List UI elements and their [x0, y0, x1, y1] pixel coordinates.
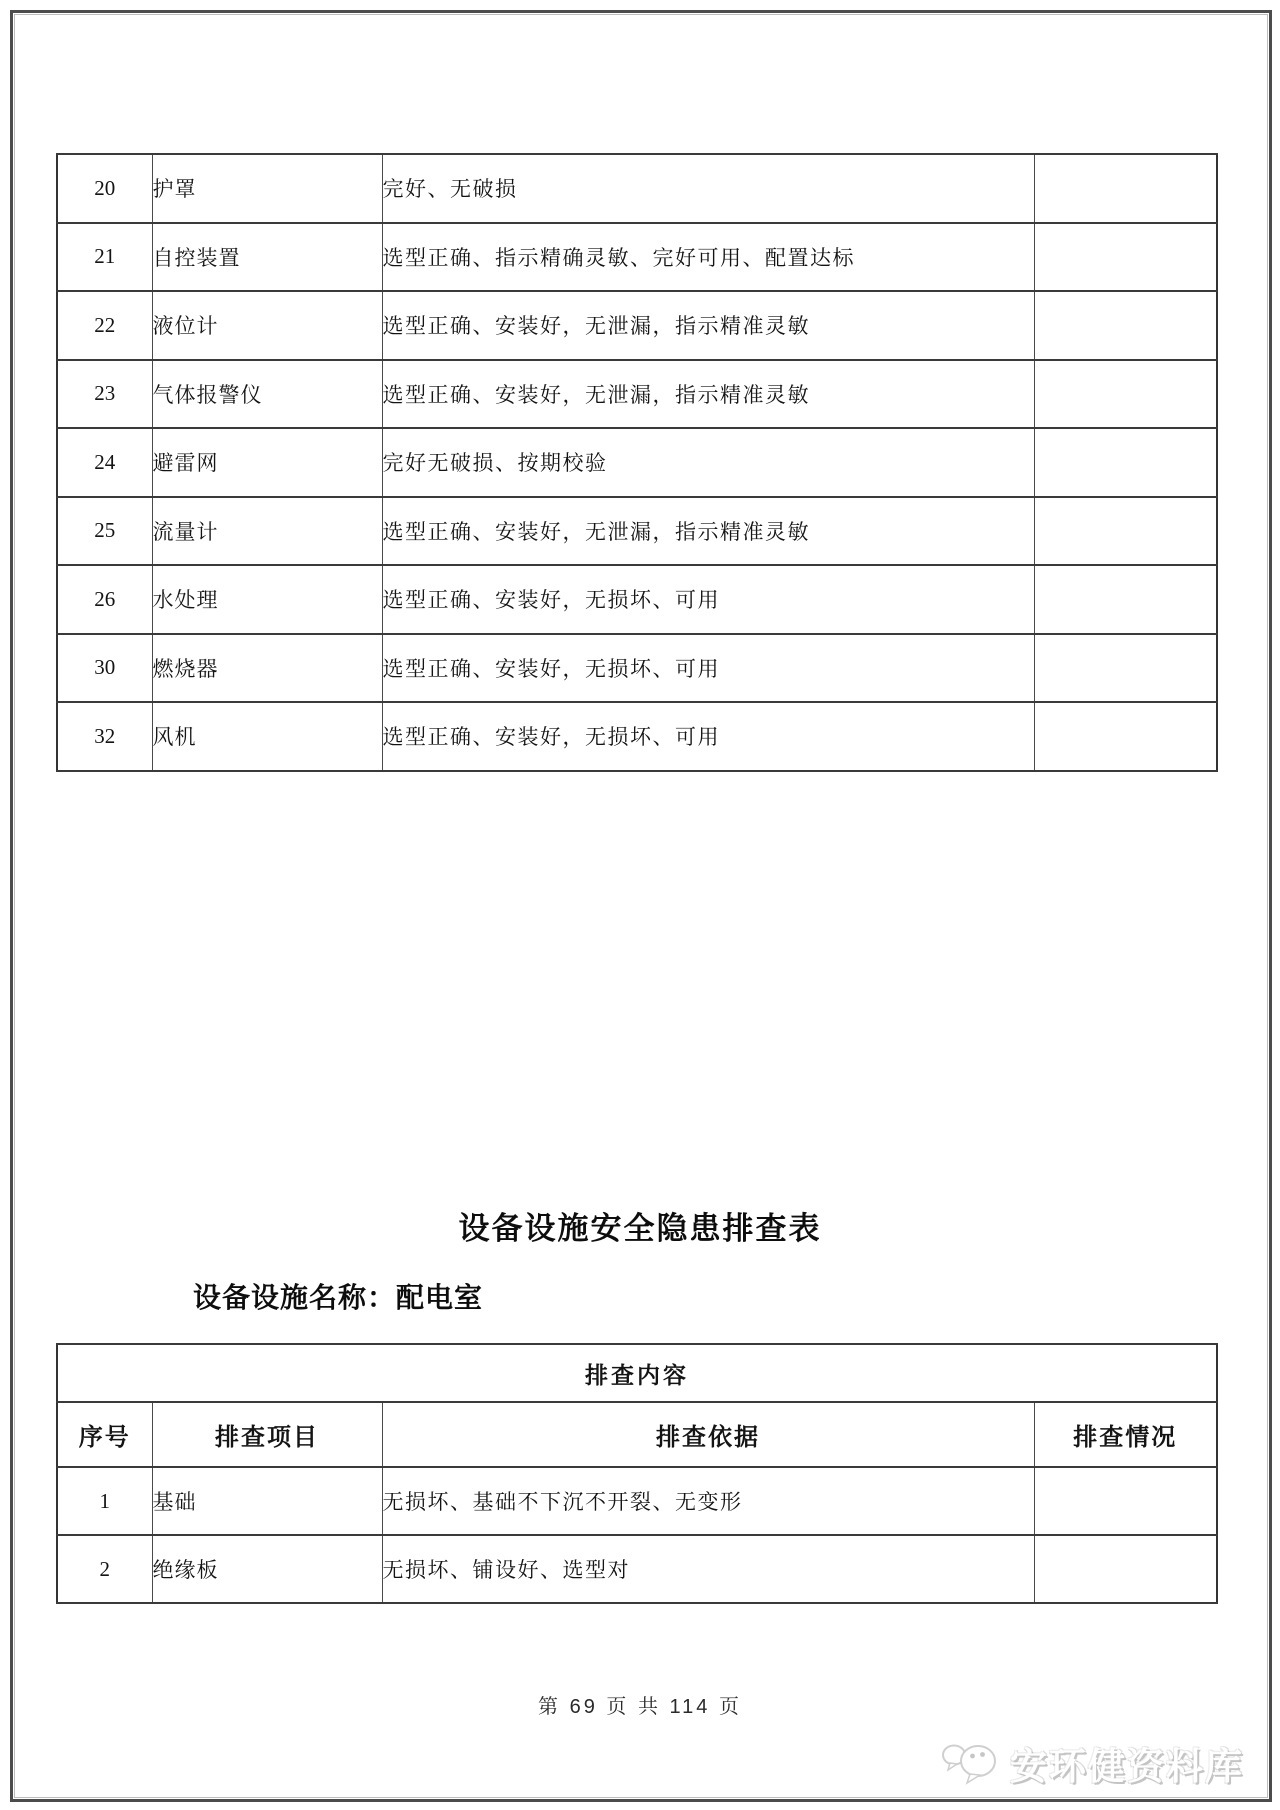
- page-title: 设备设施安全隐患排查表: [458, 1211, 822, 1246]
- table-span-header-row: [57, 1344, 1217, 1402]
- table-row: [57, 428, 1217, 497]
- inspection-status-cell: [1034, 1535, 1217, 1603]
- inspection-status-cell: [1034, 702, 1217, 771]
- inspection-basis: 完好无破损、按期校验: [382, 428, 1034, 497]
- watermark-text: 安环健资料库: [1010, 1746, 1244, 1787]
- inspection-basis: 无损坏、基础不下沉不开裂、无变形: [382, 1467, 1034, 1535]
- row-number: 25: [57, 497, 152, 566]
- distribution-room-inspection-table: [56, 1343, 1218, 1604]
- inspection-item: 自控装置: [152, 223, 382, 292]
- inspection-item: 水处理: [152, 565, 382, 634]
- table-row: [57, 223, 1217, 292]
- table-row: [57, 565, 1217, 634]
- inspection-item: 基础: [152, 1467, 382, 1535]
- table-row: [57, 1535, 1217, 1603]
- inspection-item: 避雷网: [152, 428, 382, 497]
- row-number: 32: [57, 702, 152, 771]
- inspection-item: 气体报警仪: [152, 360, 382, 429]
- equipment-inspection-table-continued: [56, 153, 1218, 772]
- table-row: [57, 634, 1217, 703]
- inspection-status-cell: [1034, 428, 1217, 497]
- inspection-basis: 选型正确、指示精确灵敏、完好可用、配置达标: [382, 223, 1034, 292]
- inspection-item: 绝缘板: [152, 1535, 382, 1603]
- row-number: 2: [57, 1535, 152, 1603]
- inspection-basis: 选型正确、安装好，无泄漏，指示精准灵敏: [382, 291, 1034, 360]
- inspection-status-cell: [1034, 565, 1217, 634]
- inspection-basis: 完好、无破损: [382, 154, 1034, 223]
- inspection-item: 液位计: [152, 291, 382, 360]
- inspection-status-cell: [1034, 634, 1217, 703]
- row-number: 23: [57, 360, 152, 429]
- inspection-status-cell: [1034, 291, 1217, 360]
- inspection-status-cell: [1034, 1467, 1217, 1535]
- table-row: [57, 291, 1217, 360]
- inspection-status-cell: [1034, 360, 1217, 429]
- row-number: 21: [57, 223, 152, 292]
- inspection-item: 护罩: [152, 154, 382, 223]
- column-header-status: 排查情况: [1034, 1402, 1217, 1467]
- equipment-name-label: 设备设施名称：配电室: [193, 1282, 484, 1313]
- row-number: 20: [57, 154, 152, 223]
- watermark: [940, 1736, 1244, 1790]
- inspection-basis: 选型正确、安装好，无损坏、可用: [382, 634, 1034, 703]
- inspection-item: 流量计: [152, 497, 382, 566]
- inspection-status-cell: [1034, 497, 1217, 566]
- row-number: 30: [57, 634, 152, 703]
- row-number: 26: [57, 565, 152, 634]
- page-number: 第 69 页 共 114 页: [538, 1696, 742, 1718]
- table-row: [57, 497, 1217, 566]
- row-number: 22: [57, 291, 152, 360]
- row-number: 1: [57, 1467, 152, 1535]
- inspection-item: 风机: [152, 702, 382, 771]
- column-header-no: 序号: [57, 1402, 152, 1467]
- table-header-row: [57, 1402, 1217, 1467]
- inspection-basis: 选型正确、安装好，无泄漏，指示精准灵敏: [382, 360, 1034, 429]
- column-header-basis: 排查依据: [382, 1402, 1034, 1467]
- inspection-status-cell: [1034, 223, 1217, 292]
- inspection-basis: 选型正确、安装好，无损坏、可用: [382, 565, 1034, 634]
- inspection-basis: 选型正确、安装好，无损坏、可用: [382, 702, 1034, 771]
- chat-bubbles-logo-icon: [940, 1739, 1002, 1787]
- table-row: [57, 360, 1217, 429]
- table-row: [57, 702, 1217, 771]
- span-header: 排查内容: [57, 1344, 1217, 1402]
- inspection-item: 燃烧器: [152, 634, 382, 703]
- table-row: [57, 1467, 1217, 1535]
- row-number: 24: [57, 428, 152, 497]
- inspection-status-cell: [1034, 154, 1217, 223]
- inspection-basis: 选型正确、安装好，无泄漏，指示精准灵敏: [382, 497, 1034, 566]
- column-header-item: 排查项目: [152, 1402, 382, 1467]
- table-row: [57, 154, 1217, 223]
- inspection-basis: 无损坏、铺设好、选型对: [382, 1535, 1034, 1603]
